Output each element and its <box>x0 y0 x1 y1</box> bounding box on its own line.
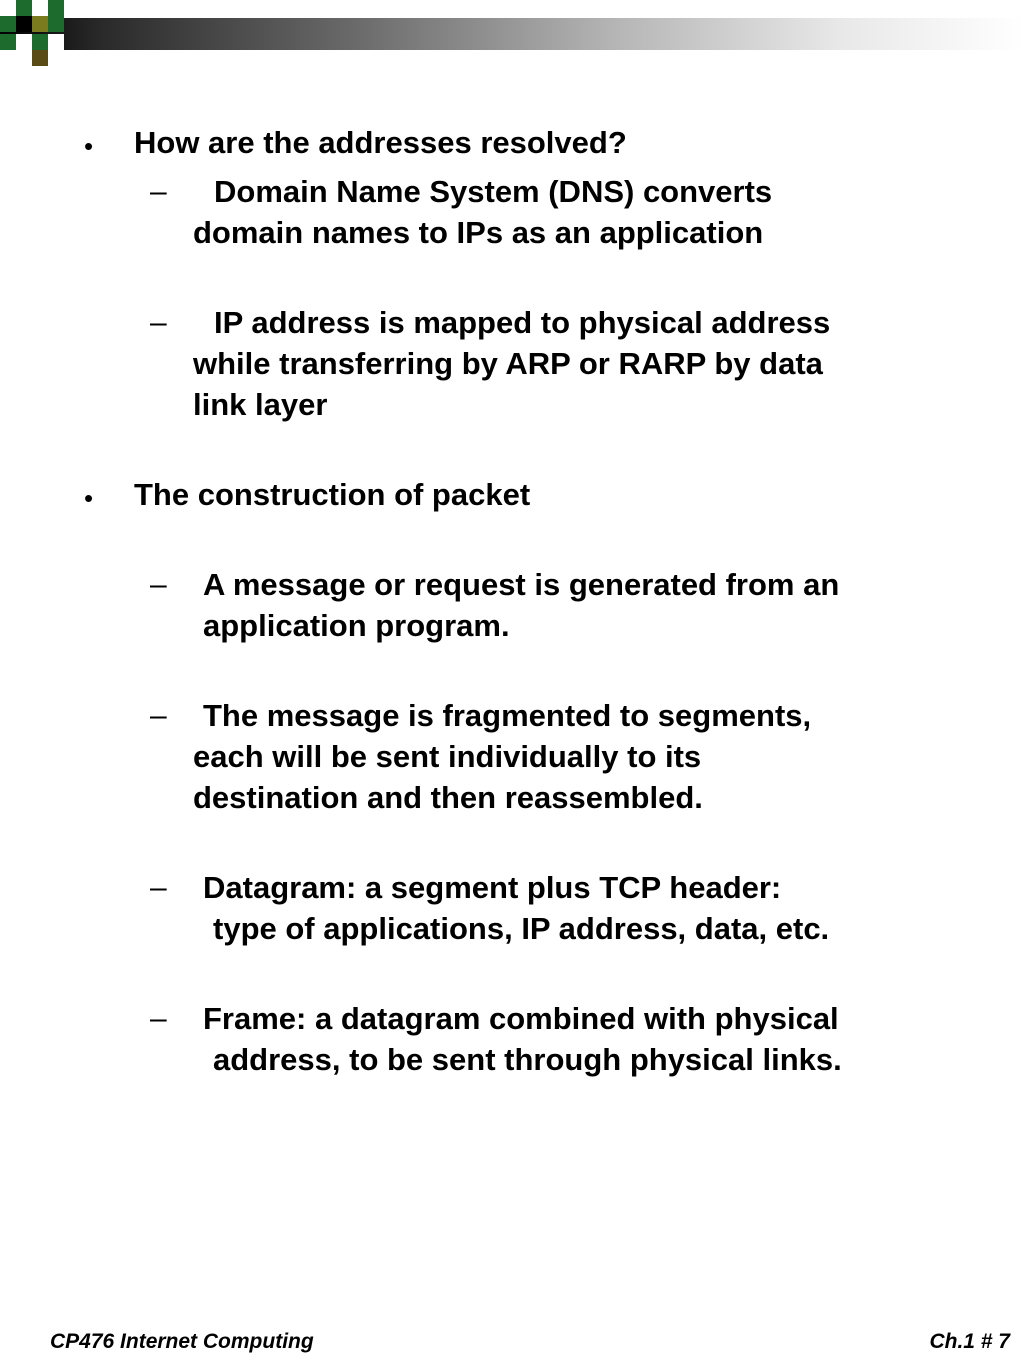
checker-logo-icon <box>0 0 64 68</box>
subitem-ip-line-2: while transferring by ARP or RARP by data <box>193 346 823 381</box>
footer-slide-number: Ch.1 # 7 <box>929 1330 1010 1353</box>
dash-marker: – <box>150 175 167 208</box>
subitem-dns-line-2: domain names to IPs as an application <box>193 215 764 250</box>
bullet-heading-addresses: How are the addresses resolved? <box>134 125 627 160</box>
subitem-message-line-2: application program. <box>203 608 510 643</box>
subitem-frame-line-1: Frame: a datagram combined with physical <box>203 1001 839 1036</box>
subitem-fragment-line-2: each will be sent individually to its <box>193 739 702 774</box>
dash-marker: – <box>150 306 167 339</box>
dash-marker: – <box>150 568 167 601</box>
bullet-marker: • <box>84 131 94 161</box>
dash-marker: – <box>150 699 167 732</box>
subitem-message-line-1: A message or request is generated from an <box>203 567 840 602</box>
bullet-marker: • <box>84 483 94 513</box>
bullet-heading-packet: The construction of packet <box>134 477 531 512</box>
header-gradient-bar <box>0 18 1024 50</box>
subitem-datagram-line-1: Datagram: a segment plus TCP header: <box>203 870 782 905</box>
footer-course-title: CP476 Internet Computing <box>50 1330 314 1353</box>
dash-marker: – <box>150 1002 167 1035</box>
subitem-ip-line-1: IP address is mapped to physical address <box>214 305 831 340</box>
subitem-datagram-line-2: type of applications, IP address, data, etc. <box>213 911 830 946</box>
subitem-dns-line-1: Domain Name System (DNS) converts <box>214 174 773 209</box>
subitem-fragment-line-1: The message is fragmented to segments, <box>203 698 812 733</box>
subitem-frame-line-2: address, to be sent through physical links. <box>213 1042 842 1077</box>
dash-marker: – <box>150 871 167 904</box>
subitem-fragment-line-3: destination and then reassembled. <box>193 780 703 815</box>
subitem-ip-line-3: link layer <box>193 387 328 422</box>
